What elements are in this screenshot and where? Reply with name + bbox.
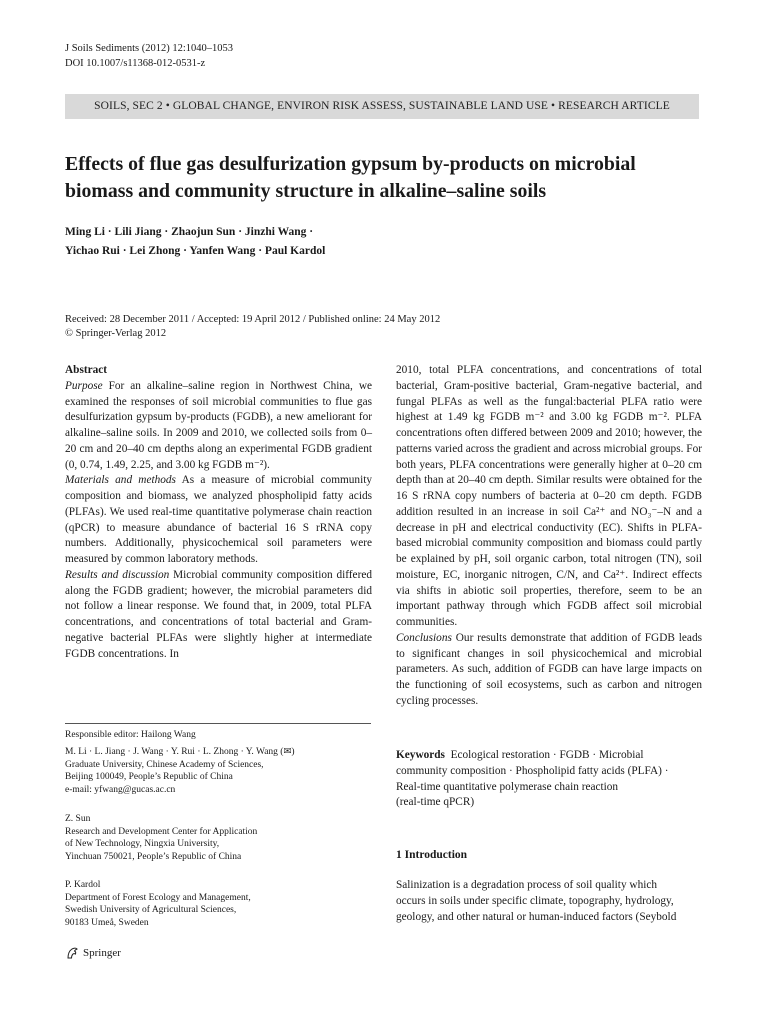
affiliation-2-line-4: Yinchuan 750021, People’s Republic of China (65, 851, 242, 862)
affiliation-3-line-4: 90183 Umeå, Sweden (65, 917, 149, 928)
article-title (65, 151, 715, 205)
introduction-heading: 1 Introduction (396, 849, 468, 861)
author-list (65, 223, 325, 260)
footnote-divider (65, 723, 371, 724)
conclusions-text: Our results demonstrate that addition of FGDB leads to significant changes in soil physicochemical and microbial parameters. As such, addition of FGDB can have large impacts on the functioning of soil ecosystems, such as carbon and nitrogen cycling processes. (396, 631, 702, 707)
introduction-text (396, 878, 702, 925)
intro-line-3: geology, and other natural or human-induced factors (Seybold (396, 910, 677, 923)
journal-citation: J Soils Sediments (2012) 12:1040–1053 (65, 43, 234, 54)
copyright-line: © Springer-Verlag 2012 (65, 328, 167, 339)
methods-label: Materials and methods (65, 474, 176, 487)
publisher-name: Springer (83, 947, 121, 959)
abstract-conclusions (396, 631, 702, 710)
title-line-1: Effects of flue gas desulfurization gypsum by-products on microbial (65, 153, 636, 175)
keywords-line-3: Real-time quantitative polymerase chain reaction (396, 780, 619, 793)
affiliation-1-line-2: Graduate University, Chinese Academy of Sciences, (65, 759, 264, 770)
authors-line-2: Yichao Rui · Lei Zhong · Yanfen Wang · Paul Kardol (65, 244, 326, 257)
abstract-methods (65, 473, 372, 568)
methods-text: As a measure of microbial community composition and biomass, we analyzed phospholipid fatty acids (PLFAs). We used real-time quantitative polymerase chain reaction (qPCR) to measure abundance of bacterial 16 S rRNA copy numbers. Additionally, physicochemical soil parameters were measured by common laboratory methods. (65, 474, 372, 565)
section-band: SOILS, SEC 2 • GLOBAL CHANGE, ENVIRON RISK ASSESS, SUSTAINABLE LAND USE • RESEARCH ARTICLE (65, 94, 699, 119)
publication-dates (65, 313, 440, 341)
springer-horse-icon (65, 946, 79, 960)
abstract-results-left (65, 568, 372, 663)
affiliation-3-line-3: Swedish University of Agricultural Sciences, (65, 905, 237, 916)
intro-line-1: Salinization is a degradation process of soil quality which (396, 879, 658, 891)
affiliation-1-line-1: M. Li · L. Jiang · J. Wang · Y. Rui · L. Zhong · Y. Wang (✉) (65, 747, 295, 757)
abstract-results-right: 2010, total PLFA concentrations, and concentrations of total bacterial, Gram-positive bacterial, Gram-negative bacterial, and fungal PLFAs as well as the fungal:bacterial PLFA ratio were highest at 1.49 kg FGDB m⁻² and 3.00 kg FGDB m⁻². PLFA concentrations often differed between 2009 and 2010; however, the patterns varied across the gradient and across microbial groups. For both years, PLFA concentrations were generally higher at 0–20 cm depth than at 20–40 cm depth. Similar results were obtained for the 16 S rRNA copy numbers of bacteria at 0–20 cm depth. FGDB addition resulted in an increase in soil Ca²⁺ and NO₃⁻–N and a decrease in pH and electrical conductivity (EC). Shifts in PLFA-based microbial community composition and biomass could partly be explained by pH, soil organic carbon, total nitrogen (TN), soil moisture, EC, inorganic nitrogen, C/N, and Ca²⁺. Indirect effects via shifts in abiotic soil properties, therefore, seem to be an important pathway through which FGDB affect soil microbial communities. (396, 364, 702, 628)
intro-line-2: occurs in soils under specific climate, topography, hydrology, (396, 894, 674, 907)
email-link[interactable]: e-mail: yfwang@gucas.ac.cn (65, 784, 176, 795)
affiliation-2-line-3: of New Technology, Ningxia University, (65, 839, 220, 850)
keywords-block (396, 748, 702, 811)
keywords-line-1: Ecological restoration · FGDB · Microbial (450, 749, 644, 761)
doi: DOI 10.1007/s11368-012-0531-z (65, 58, 206, 69)
affiliation-2-line-2: Research and Development Center for Application (65, 826, 258, 837)
dates-line: Received: 28 December 2011 / Accepted: 19 April 2012 / Published online: 24 May 2012 (65, 314, 441, 325)
abstract-purpose (65, 379, 372, 474)
keywords-label: Keywords (396, 749, 445, 761)
conclusions-label: Conclusions (396, 631, 452, 644)
authors-line-1: Ming Li · Lili Jiang · Zhaojun Sun · Jinzhi Wang · (65, 226, 314, 238)
purpose-label: Purpose (65, 379, 103, 392)
abstract-right-column (396, 363, 702, 710)
affiliation-3-line-1: P. Kardol (65, 880, 101, 890)
affiliation-1-line-3: Beijing 100049, People’s Republic of China (65, 772, 233, 783)
results-text-left: Microbial community composition differed along the FGDB gradient; however, the microbial parameters did not follow a linear response. We found that, in 2009, total PLFA concentrations, and concentrations of total bacterial and Gram-negative bacterial PLFAs were slightly higher at intermediate FGDB concentrations. In (65, 568, 372, 660)
keywords-line-2: community composition · Phospholipid fatty acids (PLFA) · (396, 764, 669, 777)
results-label: Results and discussion (65, 568, 170, 581)
keywords-line-4: (real-time qPCR) (396, 796, 475, 809)
affiliation-2-line-1: Z. Sun (65, 814, 91, 824)
purpose-text: For an alkaline–saline region in Northwest China, we examined the responses of soil microbial communities to flue gas desulfurization gypsum by-products (FGDB), a new ameliorant for alkaline–saline soils. In 2009 and 2010, we collected soils from 0–20 cm and 20–40 cm depths along an experimental FGDB gradient (0, 0.74, 1.49, 2.25, and 3.00 kg FGDB m⁻²). (65, 379, 372, 471)
abstract-left-column (65, 363, 372, 662)
affiliation-1 (65, 746, 372, 796)
editor-line: Responsible editor: Hailong Wang (65, 730, 196, 740)
affiliation-2 (65, 813, 372, 863)
affiliation-3 (65, 879, 372, 929)
responsible-editor (65, 729, 372, 742)
publisher-footer (65, 946, 121, 960)
affiliation-3-line-2: Department of Forest Ecology and Management, (65, 892, 251, 903)
title-line-2: biomass and community structure in alkaline–saline soils (65, 180, 547, 202)
abstract-heading: Abstract (65, 364, 108, 376)
